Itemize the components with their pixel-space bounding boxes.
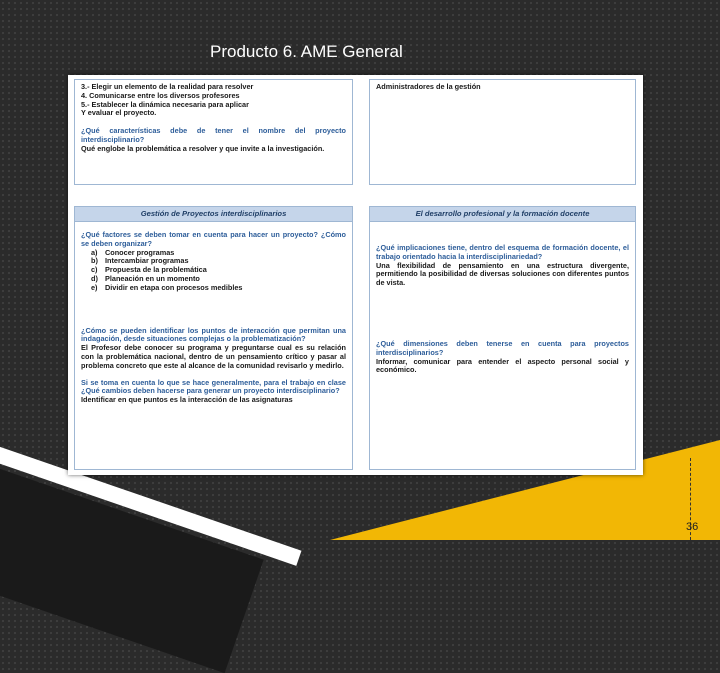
list-item: e) Dividir en etapa con procesos medibles xyxy=(91,282,243,292)
list-item: d) Planeación en un momento xyxy=(91,273,200,283)
bl-question-3: Si se toma en cuenta lo que se hace generalmente, para el trabajo en clase ¿Qué cambios deben hacerse para generar un proyecto interdisciplinario? xyxy=(81,377,346,396)
br-answer-2: Informar, comunicar para entender el aspecto personal social y económico. xyxy=(376,356,629,375)
tl-question: ¿Qué características debe de tener el nombre del proyecto interdisciplinario? xyxy=(81,126,346,144)
list-item: a) Conocer programas xyxy=(91,247,175,257)
cell-top-left xyxy=(74,79,353,185)
bl-factor-list xyxy=(81,249,346,293)
list-item: b) Intercambiar programas xyxy=(91,256,189,266)
tl-line-1: 3.- Elegir un elemento de la realidad para resolver xyxy=(81,82,254,91)
tl-answer: Qué englobe la problemática a resolver y que invite a la investigación. xyxy=(81,143,325,153)
tl-line-2: 4. Comunicarse entre los diversos profesores xyxy=(81,90,240,100)
bl-header: Gestión de Proyectos interdisciplinarios xyxy=(75,207,352,222)
tl-line-4: Y evaluar el proyecto. xyxy=(81,108,157,118)
bl-question-2: ¿Cómo se pueden identificar los puntos de interacción que permitan una indagación, desde situaciones complejas o la problematización? xyxy=(81,325,346,344)
br-question-2: ¿Qué dimensiones deben tenerse en cuenta para proyectos interdisciplinarios? xyxy=(376,338,629,357)
br-question-1: ¿Qué implicaciones tiene, dentro del esquema de formación docente, el trabajo orientado hacia la interdisciplinariedad? xyxy=(376,243,629,261)
cell-bottom-left xyxy=(74,206,353,470)
slide-title: Producto 6. AME General xyxy=(210,42,403,61)
tl-line-3: 5.- Establecer la dinámica necesaria para aplicar xyxy=(81,99,249,109)
br-answer-1: Una flexibilidad de pensamiento en una estructura divergente, permitiendo la posibilidad de diversas soluciones con diferentes puntos de vista. xyxy=(376,260,629,288)
document-image xyxy=(68,75,643,475)
bl-answer-3: Identificar en que puntos es la interacción de las asignaturas xyxy=(81,395,293,405)
br-header: El desarrollo profesional y la formación docente xyxy=(370,207,635,222)
cell-bottom-right xyxy=(369,206,636,470)
page-number: 36 xyxy=(686,521,699,533)
bl-question-1: ¿Qué factores se deben tomar en cuenta para hacer un proyecto? ¿Cómo se deben organizar? xyxy=(81,230,346,248)
tr-text: Administradores de la gestión xyxy=(376,82,481,91)
cell-top-right xyxy=(369,79,636,185)
list-item: c) Propuesta de la problemática xyxy=(91,265,207,275)
bl-answer-2: El Profesor debe conocer su programa y preguntarse cual es su relación con la problemática nacional, dentro de un pensamiento crítico y pasar al problema concreto que este al alcance de la comunidad revisarlo y medirlo. xyxy=(81,343,346,370)
